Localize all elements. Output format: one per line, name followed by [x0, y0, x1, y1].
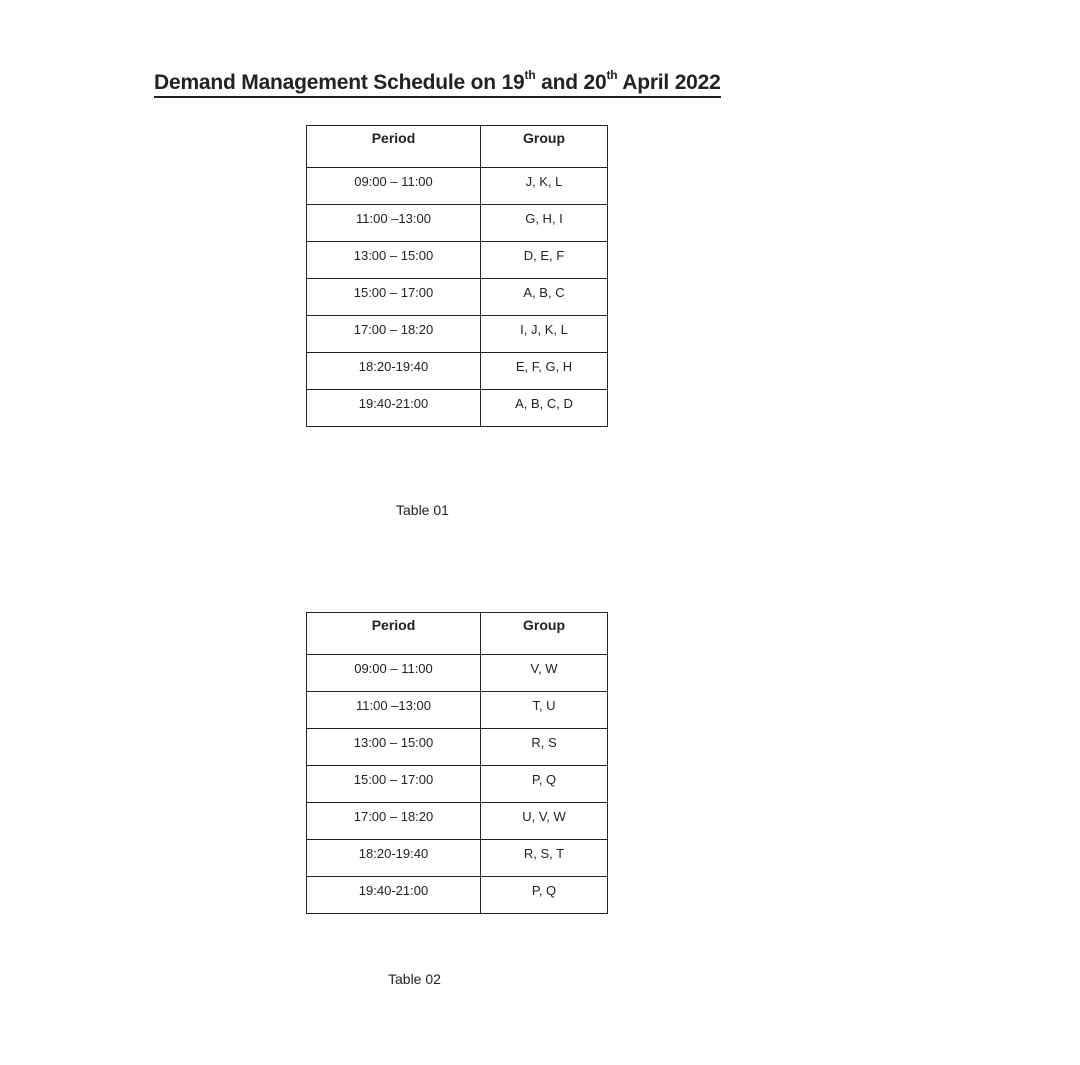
period-cell: 15:00 – 17:00 [307, 279, 481, 316]
period-cell: 15:00 – 17:00 [307, 766, 481, 803]
title-superscript-2: th [606, 68, 618, 82]
period-cell: 09:00 – 11:00 [307, 655, 481, 692]
page-title [154, 70, 721, 98]
period-cell: 18:20-19:40 [307, 353, 481, 390]
period-cell: 13:00 – 15:00 [307, 729, 481, 766]
table-row [307, 729, 608, 766]
table-caption-02: Table 02 [388, 971, 441, 987]
schedule-table-02 [306, 612, 608, 914]
period-cell: 19:40-21:00 [307, 390, 481, 427]
table-row [307, 655, 608, 692]
group-cell: T, U [481, 692, 608, 729]
group-cell: E, F, G, H [481, 353, 608, 390]
period-cell: 11:00 –13:00 [307, 205, 481, 242]
title-prefix: Demand Management Schedule on 19 [154, 71, 525, 94]
table-row [307, 390, 608, 427]
column-header-group: Group [481, 126, 608, 168]
table-header-row [307, 613, 608, 655]
table-row [307, 279, 608, 316]
schedule-table-01 [306, 125, 608, 427]
table-row [307, 168, 608, 205]
group-cell: R, S [481, 729, 608, 766]
group-cell: A, B, C [481, 279, 608, 316]
table-row [307, 840, 608, 877]
table-row [307, 353, 608, 390]
column-header-period: Period [307, 613, 481, 655]
title-suffix: April 2022 [617, 71, 721, 94]
group-cell: A, B, C, D [481, 390, 608, 427]
group-cell: I, J, K, L [481, 316, 608, 353]
table-row [307, 877, 608, 914]
group-cell: V, W [481, 655, 608, 692]
table-row [307, 766, 608, 803]
table-row [307, 205, 608, 242]
group-cell: R, S, T [481, 840, 608, 877]
column-header-period: Period [307, 126, 481, 168]
period-cell: 13:00 – 15:00 [307, 242, 481, 279]
group-cell: J, K, L [481, 168, 608, 205]
period-cell: 17:00 – 18:20 [307, 803, 481, 840]
period-cell: 17:00 – 18:20 [307, 316, 481, 353]
group-cell: U, V, W [481, 803, 608, 840]
title-middle: and 20 [535, 71, 607, 94]
table-row [307, 316, 608, 353]
table-caption-01: Table 01 [396, 502, 449, 518]
title-superscript-1: th [524, 68, 536, 82]
table-row [307, 692, 608, 729]
period-cell: 18:20-19:40 [307, 840, 481, 877]
period-cell: 09:00 – 11:00 [307, 168, 481, 205]
table-row [307, 242, 608, 279]
period-cell: 19:40-21:00 [307, 877, 481, 914]
group-cell: G, H, I [481, 205, 608, 242]
table-row [307, 803, 608, 840]
group-cell: D, E, F [481, 242, 608, 279]
table-header-row [307, 126, 608, 168]
period-cell: 11:00 –13:00 [307, 692, 481, 729]
group-cell: P, Q [481, 877, 608, 914]
column-header-group: Group [481, 613, 608, 655]
group-cell: P, Q [481, 766, 608, 803]
